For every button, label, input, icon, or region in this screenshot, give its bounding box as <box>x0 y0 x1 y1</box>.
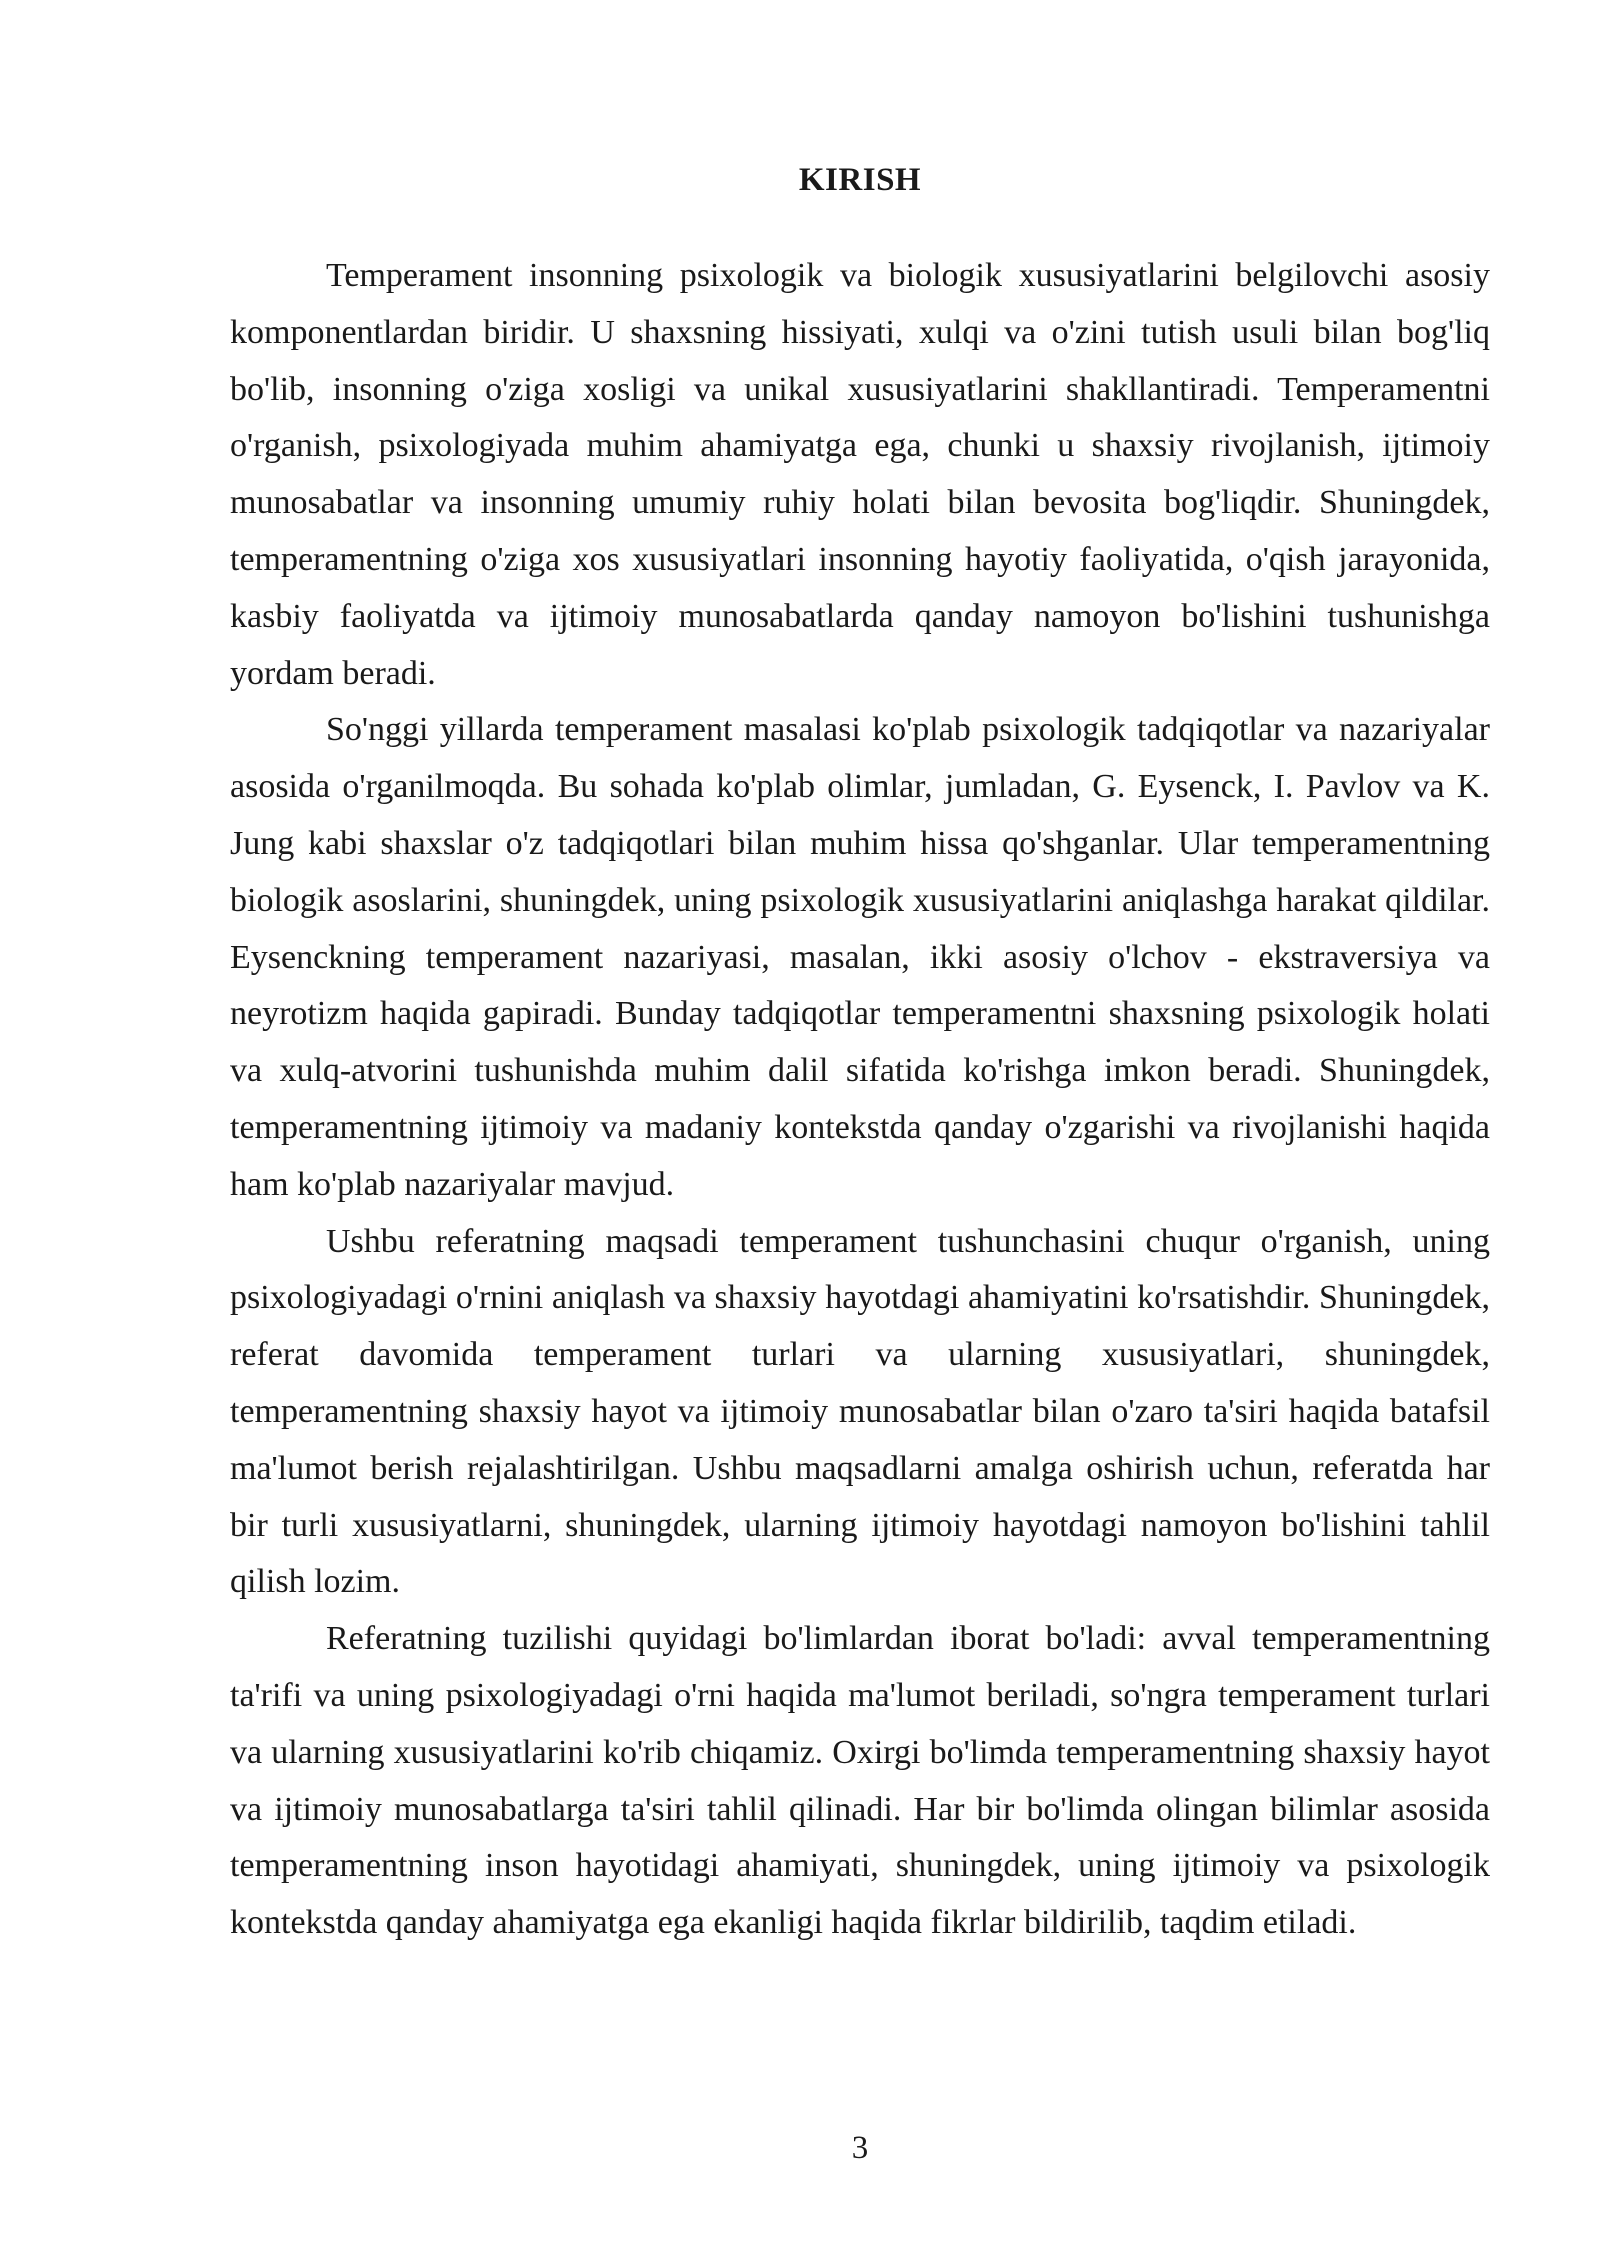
paragraph: So'nggi yillarda temperament masalasi ko'plab psixologik tadqiqotlar va nazariyalar asosida o'rganilmoqda. Bu sohada ko'plab olimlar, jumladan, G. Eysenck, I. Pavlov va K. Jung kabi shaxslar o'z tadqiqotlari bilan muhim hissa qo'shganlar. Ular temperamentning biologik asoslarini, shuningdek, uning psixologik xususiyatlarini aniqlashga harakat qildilar. Eysenckning temperament nazariyasi, masalan, ikki asosiy o'lchov - ekstraversiya va neyrotizm haqida gapiradi. Bunday tadqiqotlar temperamentni shaxsning psixologik holati va xulq-atvorini tushunishda muhim dalil sifatida ko'rishga imkon beradi. Shuningdek, temperamentning ijtimoiy va madaniy kontekstda qanday o'zgarishi va rivojlanishi haqida ham ko'plab nazariyalar mavjud. <box>230 711 1490 1203</box>
body-text <box>230 248 1490 1952</box>
paragraph: Ushbu referatning maqsadi temperament tushunchasini chuqur o'rganish, uning psixologiyadagi o'rnini aniqlash va shaxsiy hayotdagi ahamiyatini ko'rsatishdir. Shuningdek, referat davomida temperament turlari va ularning xususiyatlari, shuningdek, temperamentning shaxsiy hayot va ijtimoiy munosabatlar bilan o'zaro ta'siri haqida batafsil ma'lumot berish rejalashtirilgan. Ushbu maqsadlarni amalga oshirish uchun, referatda har bir turli xususiyatlarni, shuningdek, ularning ijtimoiy hayotdagi namoyon bo'lishini tahlil qilish lozim. <box>230 1222 1490 1601</box>
page-number: 3 <box>851 2130 869 2166</box>
paragraph: Temperament insonning psixologik va biologik xususiyatlarini belgilovchi asosiy komponentlardan biridir. U shaxsning hissiyati, xulqi va o'zini tutish usuli bilan bog'liq bo'lib, insonning o'ziga xosligi va unikal xususiyatlarini shakllantiradi. Temperamentni o'rganish, psixologiyada muhim ahamiyatga ega, chunki u shaxsiy rivojlanish, ijtimoiy munosabatlar va insonning umumiy ruhiy holati bilan bevosita bog'liqdir. Shuningdek, temperamentning o'ziga xos xususiyatlari insonning hayotiy faoliyatida, o'qish jarayonida, kasbiy faoliyatda va ijtimoiy munosabatlarda qanday namoyon bo'lishini tushunishga yordam beradi. <box>230 257 1490 692</box>
page-title: KIRISH <box>798 162 922 198</box>
paragraph: Referatning tuzilishi quyidagi bo'limlardan iborat bo'ladi: avval temperamentning ta'rifi va uning psixologiyadagi o'rni haqida ma'lumot beriladi, so'ngra temperament turlari va ularning xususiyatlarini ko'rib chiqamiz. Oxirgi bo'limda temperamentning shaxsiy hayot va ijtimoiy munosabatlarga ta'siri tahlil qilinadi. Har bir bo'limda olingan bilimlar asosida temperamentning inson hayotidagi ahamiyati, shuningdek, uning ijtimoiy va psixologik kontekstda qanday ahamiyatga ega ekanligi haqida fikrlar bildirilib, taqdim etiladi. <box>230 1620 1490 1942</box>
